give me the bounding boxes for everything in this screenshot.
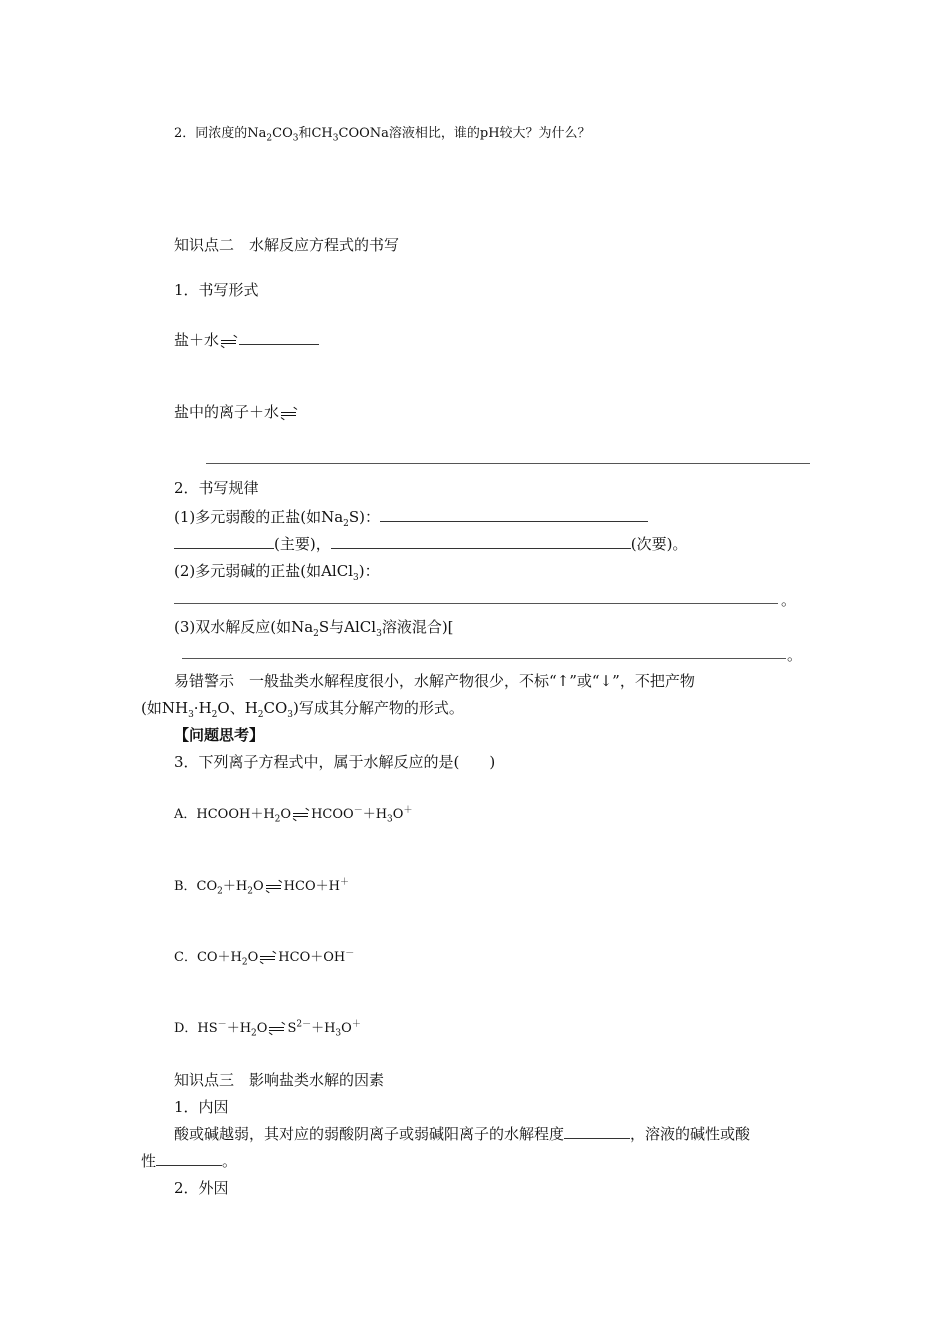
blank-line — [174, 603, 778, 604]
period: 。 — [781, 591, 797, 609]
rule-1: (1)多元弱酸的正盐(如$Na_2S$)： — [174, 507, 648, 527]
form-ion-water: 盐中的离子＋水 — [174, 402, 299, 422]
warning-line-1: 易错警示 一般盐类水解程度很小，水解产物很少，不标“↑”或“↓”，不把产物 — [174, 672, 695, 690]
option-b: B．$CO_2+H_2O$ HCO＋H＋ — [174, 877, 349, 897]
internal-factors-text-cont: 性 。 — [141, 1152, 238, 1170]
rule-1-continuation: (主要)， (次要)。 — [174, 534, 687, 554]
rule-3: (3)双水解反应(如$Na_2S$与AlCl$_3$溶液混合)[ — [174, 618, 454, 639]
blank-line — [206, 463, 810, 464]
equilibrium-arrow-icon — [293, 806, 309, 820]
question-think-heading: 【问题思考】 — [174, 726, 265, 744]
equilibrium-arrow-icon — [269, 1020, 285, 1034]
heading-external-factors: 2．外因 — [174, 1179, 229, 1197]
blank-field — [239, 330, 319, 345]
heading-internal-factors: 1．内因 — [174, 1098, 229, 1116]
blank-field — [174, 534, 274, 549]
blank-line — [182, 658, 786, 659]
blank-field — [380, 507, 648, 522]
equilibrium-arrow-icon — [221, 333, 237, 347]
blank-field — [331, 534, 631, 549]
equilibrium-arrow-icon — [281, 405, 297, 419]
heading-writing-form: 1．书写形式 — [174, 281, 259, 299]
rule-2: (2)多元弱碱的正盐(如AlCl$_3$)： — [174, 562, 380, 583]
blank-field — [156, 1151, 222, 1166]
option-d: D．$HS^-+H_2O$ $S^{2-}+H_3O^+$ — [174, 1019, 361, 1039]
question-3: 3．下列离子方程式中，属于水解反应的是( ) — [174, 753, 496, 771]
period: 。 — [787, 646, 803, 664]
equilibrium-arrow-icon — [260, 949, 276, 963]
blank-field — [564, 1124, 630, 1139]
section-title-k3: 知识点三 影响盐类水解的因素 — [174, 1071, 385, 1089]
heading-writing-rules: 2．书写规律 — [174, 479, 259, 497]
internal-factors-text: 酸或碱越弱，其对应的弱酸阴离子或弱碱阳离子的水解程度 ，溶液的碱性或酸 — [174, 1125, 751, 1143]
option-a: A．$HCOOH+H_2O$ $HCOO^-+H_3O^+$ — [174, 805, 413, 825]
form-salt-water: 盐＋水 — [174, 330, 319, 350]
question-2: 2．同浓度的$Na_2CO_3$和$CH_3COONa$溶液相比，谁的pH较大？为什么？ — [174, 126, 591, 144]
option-c: C．$CO+H_2O$ HCO＋OH－ — [174, 948, 355, 968]
section-title-k2: 知识点二 水解反应方程式的书写 — [174, 236, 400, 254]
warning-line-2: (如$NH_3\cdot H_2O$、$H_2CO_3$)写成其分解产物的形式。 — [141, 699, 464, 720]
equilibrium-arrow-icon — [266, 878, 282, 892]
